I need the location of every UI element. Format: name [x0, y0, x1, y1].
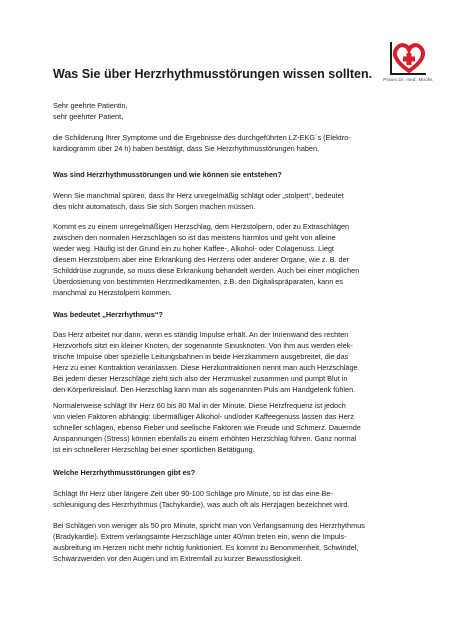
text-line: Herzvorhofs sitzt ein kleiner Knoten, der sogenannte Sinusknoten. Von ihm aus werden elek- — [53, 341, 353, 350]
text-line: Schlägt Ihr Herz über längere Zeit über 90-100 Schläge pro Minute, so ist das eine Be- — [53, 489, 333, 498]
salutation-line: Sehr geehrte Patientin, — [53, 101, 128, 110]
text-line: trische Impulse über spezielle Leitungsbahnen in beide Herzkammern ausgebreitet, die das — [53, 352, 349, 361]
text-line: die Schilderung Ihrer Symptome und die Ergebnisse des durchgeführten LZ-EKG´s (Elektro- — [53, 133, 351, 142]
section-heading: Was bedeutet „Herzrhythmus“? — [53, 310, 164, 319]
text-line: Normalerweise schlägt Ihr Herz 60 bis 80 Mal in der Minute. Diese Herzfrequenz ist jedoch — [53, 401, 346, 410]
text-line: Überdosierung von bestimmten Herzmedikamenten, z.B. den Digitalispräparaten, kann es — [53, 277, 343, 286]
text-line: Wenn Sie manchmal spüren, dass Ihr Herz unregelmäßig schlägt oder „stolpert“, bedeutet — [53, 191, 344, 200]
text-line: kardiogramm über 24 h) haben bestätigt, dass Sie Herzrhythmusstörungen haben. — [53, 144, 320, 153]
text-line: zwischen den normalen Herzschlägen so ist das meistens harmlos und geht von alleine — [53, 233, 336, 242]
paragraph — [53, 190, 415, 212]
text-line: Das Herz arbeitet nur dann, wenn es ständig Impulse erhält. An der Innenwand des rechten — [53, 330, 349, 339]
salutation-line: sehr geehrter Patient, — [53, 112, 124, 121]
text-line: Schilddrüse zugrunde, so muss diese Erkrankung behandelt werden. Auch bei einer möglichen — [53, 266, 360, 275]
text-line: den Körperkreislauf. Den Herzschlag kann man als sogenannten Puls am Handgelenk fühlen. — [53, 385, 356, 394]
text-line: wieder weg. Häufig ist der Grund ein zu hoher Kaffee-, Alkohol- oder Colagenuss. Liegt — [53, 244, 334, 253]
paragraph — [53, 520, 415, 564]
text-line: Schwarzwerden vor den Augen und im Extremfall zu kurzer Bewusstlosigkeit. — [53, 554, 303, 563]
text-line: ist ein schnellerer Herzschlag bei einer sportlichen Betätigung. — [53, 445, 255, 454]
section-heading: Was sind Herzrhythmusstörungen und wie können sie entstehen? — [53, 170, 282, 179]
text-line: Herz zu einer Kontraktion veranlassen. Diese Herzkontraktionen nennt man auch Herzschläge. — [53, 363, 360, 372]
intro-paragraph — [53, 132, 415, 154]
text-line: manchmal zu Herzstolpern kommen. — [53, 288, 172, 297]
salutation — [53, 100, 415, 122]
text-line: dies nicht automatisch, dass Sie sich Sorgen machen müssen. — [53, 202, 256, 211]
section-heading: Welche Herzrhythmusstörungen gibt es? — [53, 468, 196, 477]
text-line: Bei Schlägen von weniger als 50 pro Minute, spricht man von Verlangsamung des Herzrhythmus — [53, 521, 365, 530]
paragraph — [53, 329, 415, 395]
text-line: schneller schlagen, ebenso Fieber und seelische Faktoren wie Freude und Schmerz. Dauernde — [53, 423, 361, 432]
text-line: schleunigung des Herzrhythmus (Tachykardie), was auch oft als Herzjagen bezeichnet wird. — [53, 500, 350, 509]
text-line: Anspannungen (Stress) können ebenfalls zu einem erhöhten Herzschlag führen. Ganz normal — [53, 434, 357, 443]
text-line: ausbreitung im Herzen nicht mehr richtig funktioniert. Es kommt zu Benommenheit, Schwindel, — [53, 543, 359, 552]
text-line: diesem Herzstolpern aber eine Erkrankung des Herzens oder anderer Organe, wie z. B. der — [53, 255, 350, 264]
text-line: von vielen Faktoren abhängig: übermäßiger Alkohol- und/oder Kaffeegenuss lassen das Herz — [53, 412, 354, 421]
text-line: Kommt es zu einem unregelmäßigen Herzschlag, dem Herzstolpern, oder zu Extraschlägen — [53, 222, 350, 231]
paragraph — [53, 400, 415, 455]
logo-caption: Praxis Dr. med. Mooks — [383, 77, 433, 82]
text-line: Bei jedem dieser Herzschläge zieht sich also der Herzmuskel zusammen und pumpt Blut in — [53, 374, 348, 383]
paragraph — [53, 488, 415, 510]
page-title: Was Sie über Herzrhythmusstörungen wissen sollten. — [53, 67, 373, 81]
text-line: (Bradykardie). Extrem verlangsamte Herzschläge unter 40/min treten ein, wenn die Impuls- — [53, 532, 347, 541]
paragraph — [53, 221, 415, 298]
